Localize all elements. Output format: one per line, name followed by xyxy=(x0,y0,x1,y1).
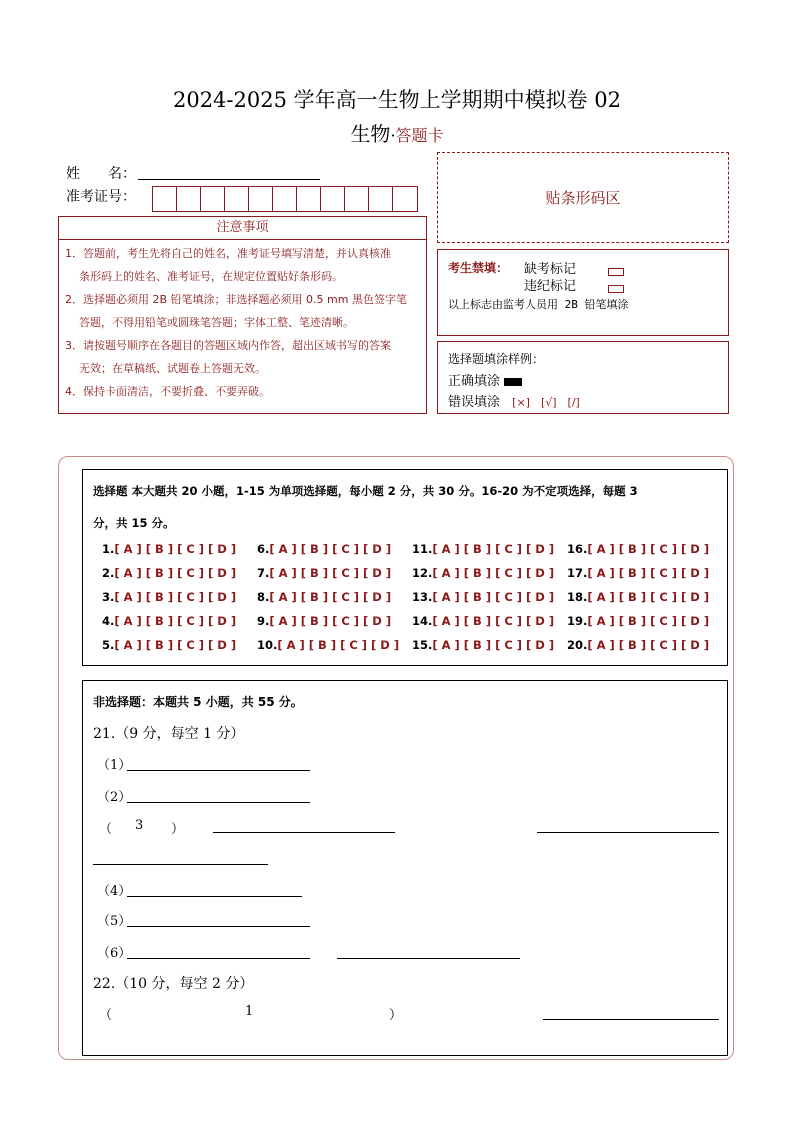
question-row[interactable] xyxy=(257,614,391,628)
prohibit-label: 考生禁填： xyxy=(448,261,509,275)
question-number: 20. xyxy=(567,638,588,652)
note-item xyxy=(59,288,426,334)
question-row[interactable] xyxy=(567,566,709,580)
answer-options[interactable]: [ A ] [ B ] [ C ] [ D ] xyxy=(114,542,237,556)
question-row[interactable] xyxy=(412,542,554,556)
question-row[interactable] xyxy=(102,566,236,580)
answer-options[interactable]: [ A ] [ B ] [ C ] [ D ] xyxy=(432,566,555,580)
question-row[interactable] xyxy=(257,542,391,556)
id-cell[interactable] xyxy=(225,187,249,211)
question-number: 8. xyxy=(257,590,270,604)
question-row[interactable] xyxy=(567,614,709,628)
q21-part6-blank-b[interactable] xyxy=(337,958,520,959)
q21-part2-blank[interactable] xyxy=(127,802,310,803)
question-number: 14. xyxy=(412,614,433,628)
answer-options[interactable]: [ A ] [ B ] [ C ] [ D ] xyxy=(432,638,555,652)
question-number: 1. xyxy=(102,542,115,556)
answer-options[interactable]: [ A ] [ B ] [ C ] [ D ] xyxy=(114,590,237,604)
question-number: 17. xyxy=(567,566,588,580)
answer-options[interactable]: [ A ] [ B ] [ C ] [ D ] xyxy=(114,614,237,628)
note-number: 2． xyxy=(65,293,83,306)
q22-part1-close: ） xyxy=(389,1008,403,1023)
violation-mark-box[interactable] xyxy=(608,278,624,297)
question-row[interactable] xyxy=(102,614,236,628)
id-cell[interactable] xyxy=(345,187,369,211)
q22-heading: 22.（10 分，每空 2 分） xyxy=(93,976,254,992)
q21-part3-close: ） xyxy=(171,822,185,837)
q21-part6-label: （6） xyxy=(97,946,132,961)
q21-part6-blank-a[interactable] xyxy=(127,958,310,959)
q21-part5-blank[interactable] xyxy=(127,926,310,927)
question-number: 18. xyxy=(567,590,588,604)
sample-correct xyxy=(448,370,522,389)
choice-section xyxy=(82,469,728,666)
note-text: 保持卡面清洁，不要折叠、不要弄破。 xyxy=(83,385,270,398)
q21-part3-blank-b[interactable] xyxy=(537,832,719,833)
question-row[interactable] xyxy=(567,638,709,652)
q22-part1-open: （ xyxy=(99,1008,113,1023)
q22-part1-num: 1 xyxy=(245,1004,254,1019)
question-number: 15. xyxy=(412,638,433,652)
question-row[interactable] xyxy=(102,638,236,652)
q21-part1-blank[interactable] xyxy=(127,770,310,771)
question-number: 10. xyxy=(257,638,278,652)
barcode-area xyxy=(437,152,729,243)
id-cell[interactable] xyxy=(249,187,273,211)
q22-part1-blank[interactable] xyxy=(543,1019,719,1020)
question-number: 3. xyxy=(102,590,115,604)
question-number: 12. xyxy=(412,566,433,580)
answer-options[interactable]: [ A ] [ B ] [ C ] [ D ] xyxy=(269,566,392,580)
id-label: 准考证号： xyxy=(66,189,136,205)
wrong-label: 错误填涂 xyxy=(448,395,501,410)
absent-label: 缺考标记 xyxy=(524,262,577,277)
q21-part2-label: （2） xyxy=(97,790,132,805)
question-number: 5. xyxy=(102,638,115,652)
note-item xyxy=(59,334,426,380)
question-number: 9. xyxy=(257,614,270,628)
question-number: 6. xyxy=(257,542,270,556)
question-row[interactable] xyxy=(257,590,391,604)
sample-heading: 选择题填涂样例： xyxy=(448,352,545,366)
wrong-marks: [×] [√] [/] xyxy=(512,396,580,409)
question-row[interactable] xyxy=(412,566,554,580)
answer-options[interactable]: [ A ] [ B ] [ C ] [ D ] xyxy=(587,614,710,628)
answer-options[interactable]: [ A ] [ B ] [ C ] [ D ] xyxy=(432,590,555,604)
notes-heading: 注意事项 xyxy=(59,217,426,240)
note-text-cont: 条形码上的姓名、准考证号，在规定位置贴好条形码。 xyxy=(79,270,343,283)
q21-part3-num: 3 xyxy=(135,818,144,833)
note-text: 选择题必须用 2B 铅笔填涂；非选择题必须用 0.5 mm 黑色签字笔 xyxy=(83,293,407,306)
nonchoice-section xyxy=(82,680,728,1056)
question-number: 11. xyxy=(412,542,433,556)
answer-options[interactable]: [ A ] [ B ] [ C ] [ D ] xyxy=(269,542,392,556)
question-number: 4. xyxy=(102,614,115,628)
answer-options[interactable]: [ A ] [ B ] [ C ] [ D ] xyxy=(269,590,392,604)
note-text: 请按题号顺序在各题目的答题区域内作答，超出区域书写的答案 xyxy=(83,339,391,352)
note-item xyxy=(59,380,426,403)
note-number: 4． xyxy=(65,385,83,398)
subtitle-main: 生物 xyxy=(350,122,391,146)
correct-label: 正确填涂 xyxy=(448,374,501,389)
id-cell[interactable] xyxy=(393,187,417,211)
violation-label: 违纪标记 xyxy=(524,279,577,294)
question-row[interactable] xyxy=(257,638,399,652)
question-row[interactable] xyxy=(412,638,554,652)
id-cell[interactable] xyxy=(297,187,321,211)
note-number: 3． xyxy=(65,339,83,352)
answer-options[interactable]: [ A ] [ B ] [ C ] [ D ] xyxy=(587,638,710,652)
q21-heading: 21.（9 分，每空 1 分） xyxy=(93,726,245,742)
id-cell[interactable] xyxy=(201,187,225,211)
answer-options[interactable]: [ A ] [ B ] [ C ] [ D ] xyxy=(114,566,237,580)
prohibit-note: 以上标志由监考人员用 2B 铅笔填涂 xyxy=(448,298,629,311)
q21-part4-blank[interactable] xyxy=(127,896,302,897)
answer-options[interactable]: [ A ] [ B ] [ C ] [ D ] xyxy=(587,590,710,604)
q21-part5-label: （5） xyxy=(97,914,132,929)
solid-mark-icon xyxy=(504,378,522,386)
question-row[interactable] xyxy=(257,566,391,580)
id-number-boxes[interactable] xyxy=(152,186,418,212)
question-number: 19. xyxy=(567,614,588,628)
q21-part3-blank-c[interactable] xyxy=(93,864,268,865)
id-cell[interactable] xyxy=(321,187,345,211)
q21-part4-label: （4） xyxy=(97,884,132,899)
q21-part3-open: （ xyxy=(99,822,113,837)
prohibit-panel xyxy=(437,249,729,336)
question-row[interactable] xyxy=(567,590,709,604)
id-cell[interactable] xyxy=(369,187,393,211)
page-subtitle xyxy=(0,118,794,147)
barcode-label: 贴条形码区 xyxy=(545,189,621,207)
id-cell[interactable] xyxy=(177,187,201,211)
note-number: 1． xyxy=(65,247,83,260)
choice-instruction-cont: 分，共 15 分。 xyxy=(93,516,175,530)
question-number: 13. xyxy=(412,590,433,604)
nonchoice-heading: 非选择题：本题共 5 小题，共 55 分。 xyxy=(93,695,303,709)
answer-options[interactable]: [ A ] [ B ] [ C ] [ D ] xyxy=(277,638,400,652)
id-cell[interactable] xyxy=(153,187,177,211)
answer-options[interactable]: [ A ] [ B ] [ C ] [ D ] xyxy=(432,614,555,628)
q21-part1-label: （1） xyxy=(97,758,132,773)
question-number: 16. xyxy=(567,542,588,556)
answer-options[interactable]: [ A ] [ B ] [ C ] [ D ] xyxy=(432,542,555,556)
name-field[interactable] xyxy=(138,179,320,180)
note-item xyxy=(59,240,426,288)
notes-panel xyxy=(58,216,427,414)
question-row[interactable] xyxy=(567,542,709,556)
choice-instruction: 选择题 本大题共 20 小题，1-15 为单项选择题，每小题 2 分，共 30 分。16-20 为不定项选择，每题 3 xyxy=(93,484,638,498)
answer-options[interactable]: [ A ] [ B ] [ C ] [ D ] xyxy=(269,614,392,628)
q21-part3-blank-a[interactable] xyxy=(213,832,395,833)
question-number: 2. xyxy=(102,566,115,580)
question-row[interactable] xyxy=(412,614,554,628)
question-number: 7. xyxy=(257,566,270,580)
answer-options[interactable]: [ A ] [ B ] [ C ] [ D ] xyxy=(587,566,710,580)
id-cell[interactable] xyxy=(273,187,297,211)
sample-panel xyxy=(437,341,729,414)
answer-options[interactable]: [ A ] [ B ] [ C ] [ D ] xyxy=(114,638,237,652)
subtitle-small: 答题卡 xyxy=(395,126,444,145)
page-title: 2024-2025 学年高一生物上学期期中模拟卷 02 xyxy=(172,88,622,112)
subtitle-separator: · xyxy=(390,126,396,145)
question-row[interactable] xyxy=(102,590,236,604)
question-row[interactable] xyxy=(412,590,554,604)
note-text-cont: 无效；在草稿纸、试题卷上答题无效。 xyxy=(79,362,266,375)
question-row[interactable] xyxy=(102,542,236,556)
sample-wrong xyxy=(448,391,580,410)
name-label: 姓 名： xyxy=(66,166,136,182)
note-text: 答题前，考生先将自己的姓名，准考证号填写清楚，并认真核准 xyxy=(83,247,391,260)
answer-options[interactable]: [ A ] [ B ] [ C ] [ D ] xyxy=(587,542,710,556)
note-text-cont: 答题，不得用铅笔或圆珠笔答题；字体工整、笔迹清晰。 xyxy=(79,316,354,329)
